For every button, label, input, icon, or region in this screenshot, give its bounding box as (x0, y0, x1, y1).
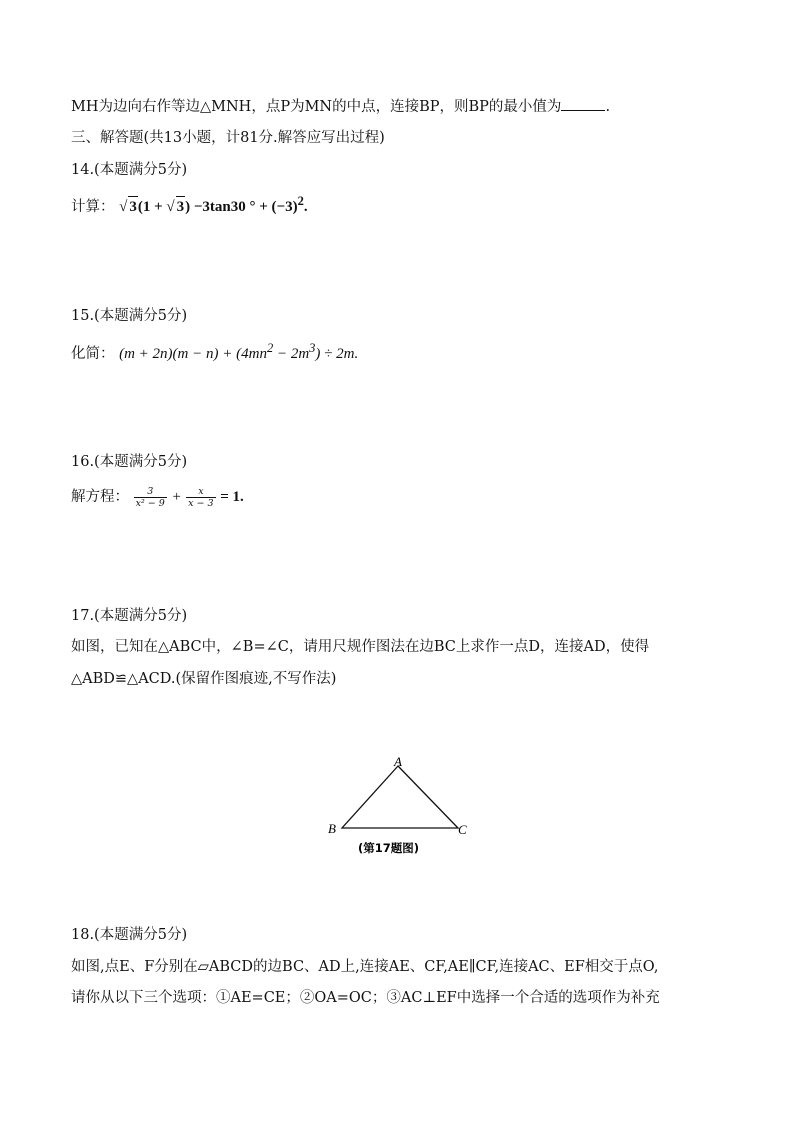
triangle-figure (320, 750, 480, 865)
q18-line-1: 如图,点E、F分别在▱ABCD的边BC、AD上,连接AE、CF,AE∥CF,连接AC、EF相交于点O, (71, 959, 659, 975)
frac1-den: x² − 9 (135, 497, 165, 509)
q15-part-c: ) ÷ 2m. (315, 346, 359, 362)
q16-prefix: 解方程： (71, 489, 129, 505)
q13-text: MH为边向右作等边△MNH，点P为MN的中点，连接BP，则BP的最小值为 (71, 99, 562, 115)
q15-sup2: 3 (309, 341, 316, 355)
q15-sup1: 2 (266, 341, 274, 355)
q17-heading: 17.(本题满分5分) (71, 608, 188, 624)
q13-period: . (605, 99, 611, 115)
q16-heading: 16.(本题满分5分) (71, 454, 188, 470)
q14-end: . (303, 199, 308, 215)
q16-fraction-2 (186, 486, 215, 509)
q16-rhs: = 1. (220, 489, 244, 505)
vertex-c-label: C (458, 822, 467, 837)
q18-heading: 18.(本题满分5分) (71, 927, 188, 943)
figure-caption: (第17题图) (358, 841, 420, 855)
vertex-a-label: A (394, 754, 402, 769)
q14-mid: (1 + (137, 199, 167, 215)
frac1-num: 3 (134, 486, 167, 498)
q14-prefix: 计算： (71, 199, 115, 215)
q16-fraction-1 (134, 486, 167, 509)
q14-rest: ) −3tan30 ° + (−3) (185, 199, 298, 215)
q17-line-2: △ABD≌△ACD.(保留作图痕迹,不写作法) (71, 671, 337, 687)
q15-prefix: 化简： (71, 346, 115, 362)
q14-exponent: 2 (297, 194, 304, 208)
frac2-den: x − 3 (188, 497, 214, 509)
q15-heading: 15.(本题满分5分) (71, 308, 188, 324)
q14-expression: √ 3(1 + √ 3) −3tan30 ° + $(-3)^2$. (119, 194, 308, 215)
q15-body (71, 338, 358, 364)
q15-part-b: − 2m (273, 346, 310, 362)
vertex-b-label: B (328, 821, 336, 836)
q15-expression (119, 341, 359, 362)
q18-line-2: 请你从以下三个选项：①AE=CE；②OA=OC；③AC⊥EF中选择一个合适的选项作为补充 (71, 990, 660, 1006)
sqrt3-b: 3 (176, 196, 186, 217)
q14-heading: 14.(本题满分5分) (71, 162, 188, 178)
q14-body (71, 191, 308, 217)
continued-question-line (71, 96, 610, 117)
q16-body (71, 484, 244, 510)
q15-part-a: (m + 2n)(m − n) + (4mn (119, 346, 267, 362)
section-heading: 三、解答题(共13小题，计81分.解答应写出过程) (71, 130, 385, 146)
frac2-num: x (186, 486, 215, 498)
q16-plus: + (171, 489, 182, 505)
answer-blank (561, 96, 605, 111)
sqrt3-a: 3 (128, 196, 138, 217)
triangle-abc (342, 766, 458, 828)
q17-line-1: 如图，已知在△ABC中，∠B=∠C，请用尺规作图法在边BC上求作一点D，连接AD，使得 (71, 639, 650, 655)
